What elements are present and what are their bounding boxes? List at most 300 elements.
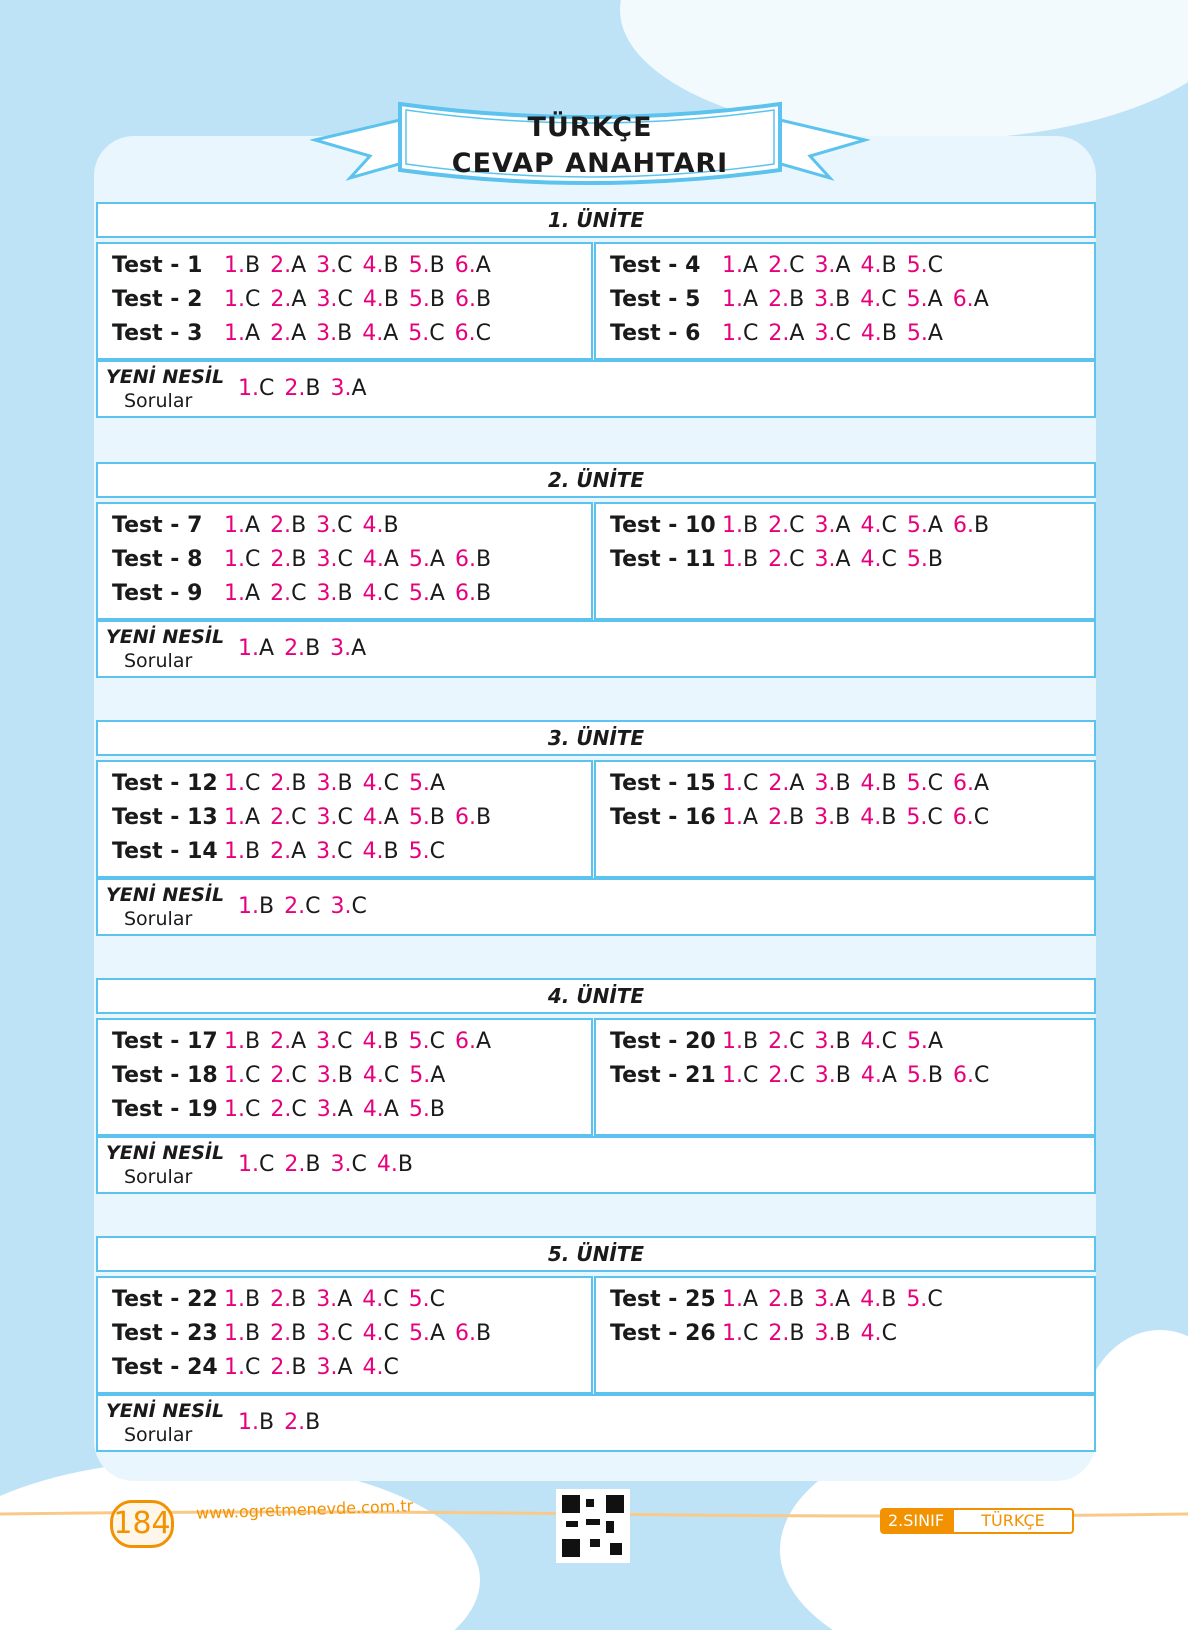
- answer-item: [316, 1285, 352, 1315]
- question-number: 5.: [408, 1287, 430, 1312]
- answer-item: [907, 545, 943, 575]
- answer-item: [270, 1095, 306, 1125]
- answer-item: [768, 251, 804, 281]
- answer-letter: A: [475, 253, 491, 278]
- question-number: 4.: [860, 253, 882, 278]
- answer-item: [408, 319, 444, 349]
- question-number: 5.: [906, 1063, 928, 1088]
- answer-box-right: [594, 1276, 1096, 1394]
- answer-item: [224, 579, 260, 609]
- question-number: 6.: [953, 1063, 974, 1088]
- subject-badge: TÜRKÇE: [952, 1508, 1074, 1534]
- question-number: 3.: [814, 1063, 836, 1088]
- answer-letter: B: [835, 1063, 851, 1088]
- page-number: 184: [110, 1500, 174, 1548]
- question-number: 5.: [409, 1063, 431, 1088]
- answer-letter: B: [305, 1152, 321, 1177]
- answer-letter: B: [383, 253, 399, 278]
- answer-letter: C: [927, 253, 943, 278]
- answer-letter: A: [351, 636, 367, 661]
- answer-letter: C: [383, 1355, 399, 1380]
- answer-letter: A: [789, 771, 805, 796]
- answer-item: [861, 545, 897, 575]
- question-number: 1.: [238, 1410, 259, 1435]
- answer-item: [814, 251, 850, 281]
- test-row: [112, 578, 501, 608]
- answer-letter: C: [789, 547, 805, 572]
- test-row: [112, 1094, 455, 1124]
- test-row: [610, 1060, 999, 1090]
- question-number: 4.: [362, 321, 384, 346]
- answer-box-left: [96, 1276, 593, 1394]
- answer-item: [814, 1319, 850, 1349]
- answer-letter: C: [973, 805, 990, 830]
- answer-letter: C: [337, 253, 353, 278]
- answer-letter: B: [245, 1029, 261, 1054]
- answer-item: [363, 1095, 399, 1125]
- question-number: 3.: [316, 581, 338, 606]
- answer-item: [907, 511, 943, 541]
- answer-item: [722, 1285, 758, 1315]
- question-number: 4.: [362, 805, 384, 830]
- answer-letter: A: [429, 581, 445, 606]
- answer-item: [455, 251, 491, 281]
- question-number: 2.: [270, 253, 292, 278]
- answer-letter: A: [337, 1097, 353, 1122]
- test-label: Test - 22: [112, 1287, 218, 1312]
- question-number: 5.: [906, 547, 928, 572]
- answer-letter: A: [383, 547, 399, 572]
- test-row: [610, 318, 953, 348]
- website-link[interactable]: www.ogretmenevde.com.tr: [195, 1496, 414, 1523]
- answer-item: [768, 319, 804, 349]
- answer-item: [316, 579, 352, 609]
- answer-letter: A: [337, 1355, 353, 1380]
- yeni-nesil-title: YENİ NESİL: [106, 366, 225, 388]
- answer-letter: B: [789, 805, 805, 830]
- answer-item: [316, 545, 352, 575]
- answer-item: [722, 251, 758, 281]
- answer-letter: B: [291, 1321, 307, 1346]
- answer-item: [363, 579, 399, 609]
- answer-letter: C: [259, 376, 275, 401]
- test-row: [610, 544, 953, 574]
- answer-letter: C: [351, 894, 367, 919]
- answer-item: [722, 285, 758, 315]
- answer-letter: B: [429, 805, 445, 830]
- answer-letter: C: [743, 1321, 759, 1346]
- answer-letter: C: [291, 581, 307, 606]
- test-label: Test - 9: [112, 581, 203, 606]
- answer-letter: C: [337, 1029, 353, 1054]
- answer-letter: C: [245, 771, 261, 796]
- question-number: 3.: [330, 1152, 352, 1177]
- answer-letter: A: [927, 1029, 943, 1054]
- answer-item: [455, 545, 491, 575]
- answer-item: [363, 1319, 399, 1349]
- answer-item: [814, 1285, 850, 1315]
- answer-item: [814, 285, 850, 315]
- answer-letter: A: [430, 1063, 446, 1088]
- question-number: 1.: [238, 376, 259, 401]
- answer-item: [768, 1061, 804, 1091]
- question-number: 2.: [270, 1355, 292, 1380]
- answer-item: [768, 1285, 804, 1315]
- answer-item: [860, 285, 896, 315]
- test-label: Test - 21: [610, 1063, 716, 1088]
- question-number: 5.: [408, 547, 430, 572]
- question-number: 5.: [408, 253, 430, 278]
- answer-letter: C: [337, 839, 353, 864]
- question-number: 4.: [860, 513, 882, 538]
- test-row: [610, 510, 999, 540]
- question-number: 3.: [814, 253, 836, 278]
- question-number: 3.: [814, 513, 836, 538]
- question-number: 1.: [224, 1097, 245, 1122]
- test-label: Test - 8: [112, 547, 203, 572]
- answer-item: [270, 545, 306, 575]
- answer-letter: B: [789, 1287, 805, 1312]
- question-number: 1.: [238, 636, 259, 661]
- question-number: 2.: [768, 1321, 790, 1346]
- unit-heading: 5. ÜNİTE: [96, 1236, 1096, 1272]
- yeni-nesil-answers: [238, 1150, 423, 1182]
- question-number: 5.: [408, 321, 430, 346]
- question-number: 6.: [455, 287, 476, 312]
- answer-item: [270, 769, 306, 799]
- answer-letter: A: [291, 839, 307, 864]
- answer-letter: C: [383, 1321, 399, 1346]
- answer-item: [768, 769, 804, 799]
- answer-letter: C: [245, 1097, 261, 1122]
- question-number: 2.: [270, 287, 292, 312]
- answer-item: [953, 285, 989, 315]
- answer-letter: A: [383, 1097, 399, 1122]
- yeni-nesil-subtitle: Sorular: [124, 1424, 193, 1446]
- test-label: Test - 18: [112, 1063, 218, 1088]
- answer-letter: A: [881, 1063, 897, 1088]
- question-number: 4.: [860, 547, 882, 572]
- answer-item: [377, 1150, 413, 1180]
- question-number: 2.: [270, 1321, 292, 1346]
- answer-letter: A: [743, 805, 759, 830]
- test-row: [112, 836, 455, 866]
- question-number: 2.: [284, 1410, 306, 1435]
- yeni-nesil-answers: [238, 634, 376, 666]
- answer-letter: B: [337, 771, 353, 796]
- answer-letter: C: [383, 1287, 399, 1312]
- question-number: 4.: [362, 581, 384, 606]
- question-number: 1.: [224, 1063, 245, 1088]
- answer-item: [330, 374, 366, 404]
- yeni-nesil-subtitle: Sorular: [124, 1166, 193, 1188]
- answer-letter: C: [743, 771, 759, 796]
- answer-letter: B: [927, 547, 943, 572]
- answer-item: [270, 1319, 306, 1349]
- question-number: 2.: [270, 581, 292, 606]
- answer-item: [814, 545, 850, 575]
- answer-item: [409, 1319, 445, 1349]
- unit-heading: 1. ÜNİTE: [96, 202, 1096, 238]
- answer-item: [722, 803, 758, 833]
- question-number: 1.: [722, 253, 743, 278]
- answer-item: [224, 769, 260, 799]
- question-number: 1.: [722, 321, 743, 346]
- test-row: [112, 1318, 501, 1348]
- question-number: 2.: [284, 1152, 306, 1177]
- answer-box-right: [594, 1018, 1096, 1136]
- answer-item: [316, 319, 352, 349]
- question-number: 1.: [722, 513, 743, 538]
- unit-heading: 3. ÜNİTE: [96, 720, 1096, 756]
- answer-item: [861, 1061, 897, 1091]
- test-label: Test - 19: [112, 1097, 218, 1122]
- answer-item: [814, 1027, 850, 1057]
- answer-item: [768, 1027, 804, 1057]
- answer-letter: B: [789, 1321, 805, 1346]
- question-number: 3.: [330, 894, 352, 919]
- answer-letter: C: [429, 839, 445, 864]
- test-row: [610, 250, 953, 280]
- question-number: 3.: [316, 1097, 338, 1122]
- test-row: [610, 1026, 953, 1056]
- question-number: 4.: [362, 513, 384, 538]
- answer-item: [362, 319, 398, 349]
- question-number: 3.: [316, 1321, 338, 1346]
- answer-item: [768, 511, 804, 541]
- test-label: Test - 1: [112, 253, 203, 278]
- answer-letter: B: [429, 253, 445, 278]
- answer-box-right: [594, 760, 1096, 878]
- answer-item: [224, 1353, 260, 1383]
- question-number: 1.: [224, 581, 245, 606]
- answer-letter: B: [259, 894, 275, 919]
- answer-letter: C: [789, 1029, 805, 1054]
- qr-code-icon[interactable]: [556, 1489, 630, 1563]
- answer-item: [224, 319, 260, 349]
- question-number: 5.: [906, 513, 928, 538]
- test-label: Test - 17: [112, 1029, 218, 1054]
- answer-letter: B: [835, 771, 851, 796]
- question-number: 2.: [270, 321, 292, 346]
- answer-box-right: [594, 242, 1096, 360]
- answer-letter: C: [881, 287, 897, 312]
- answer-item: [814, 319, 850, 349]
- answer-letter: C: [337, 805, 353, 830]
- answer-item: [409, 1285, 445, 1315]
- answer-item: [362, 1285, 398, 1315]
- answer-item: [861, 319, 897, 349]
- answer-item: [907, 285, 943, 315]
- question-number: 1.: [722, 805, 743, 830]
- answer-letter: A: [743, 1287, 759, 1312]
- question-number: 2.: [768, 805, 790, 830]
- answer-item: [861, 511, 897, 541]
- answer-letter: B: [475, 805, 492, 830]
- answer-item: [722, 319, 758, 349]
- test-row: [112, 802, 501, 832]
- test-label: Test - 6: [610, 321, 701, 346]
- answer-letter: A: [835, 1287, 851, 1312]
- question-number: 3.: [814, 287, 836, 312]
- answer-item: [814, 769, 850, 799]
- question-number: 1.: [722, 1321, 743, 1346]
- answer-letter: B: [383, 1029, 399, 1054]
- answer-letter: C: [881, 513, 897, 538]
- question-number: 3.: [316, 253, 338, 278]
- answer-item: [317, 1095, 353, 1125]
- answer-letter: B: [743, 513, 759, 538]
- answer-item: [238, 374, 274, 404]
- answer-letter: A: [291, 321, 307, 346]
- answer-letter: B: [881, 771, 897, 796]
- answer-letter: A: [476, 1029, 492, 1054]
- question-number: 4.: [362, 1063, 384, 1088]
- answer-letter: C: [337, 1321, 353, 1346]
- answer-item: [284, 892, 320, 922]
- question-number: 1.: [224, 1321, 245, 1346]
- question-number: 3.: [814, 1321, 836, 1346]
- question-number: 3.: [814, 1029, 836, 1054]
- answer-letter: C: [383, 771, 399, 796]
- answer-item: [316, 1353, 352, 1383]
- answer-letter: C: [974, 1063, 990, 1088]
- question-number: 5.: [408, 839, 430, 864]
- answer-item: [455, 579, 491, 609]
- question-number: 4.: [860, 287, 882, 312]
- question-number: 1.: [722, 1063, 743, 1088]
- answer-letter: C: [475, 321, 492, 346]
- question-number: 1.: [238, 1152, 259, 1177]
- answer-letter: C: [337, 547, 353, 572]
- answer-letter: A: [429, 771, 445, 796]
- question-number: 3.: [814, 805, 836, 830]
- question-number: 5.: [906, 287, 928, 312]
- answer-item: [907, 1061, 943, 1091]
- answer-letter: B: [291, 1287, 307, 1312]
- answer-item: [270, 251, 306, 281]
- answer-item: [363, 1353, 399, 1383]
- answer-item: [906, 1285, 942, 1315]
- answer-item: [270, 579, 306, 609]
- answer-letter: C: [245, 287, 261, 312]
- answer-letter: A: [789, 321, 805, 346]
- answer-item: [953, 511, 989, 541]
- answer-item: [409, 1095, 445, 1125]
- answer-letter: B: [881, 1287, 897, 1312]
- answer-item: [270, 837, 306, 867]
- answer-letter: A: [927, 287, 943, 312]
- question-number: 4.: [362, 1321, 384, 1346]
- question-number: 1.: [224, 253, 245, 278]
- answer-item: [316, 837, 352, 867]
- answer-letter: A: [291, 1029, 307, 1054]
- answer-letter: B: [245, 1321, 261, 1346]
- answer-letter: A: [429, 1321, 445, 1346]
- answer-item: [316, 1319, 352, 1349]
- question-number: 1.: [224, 771, 245, 796]
- yeni-nesil-subtitle: Sorular: [124, 908, 193, 930]
- answer-item: [238, 892, 274, 922]
- answer-item: [907, 251, 943, 281]
- question-number: 4.: [362, 547, 384, 572]
- answer-item: [861, 769, 897, 799]
- question-number: 5.: [408, 581, 430, 606]
- answer-box-left: [96, 502, 593, 620]
- answer-item: [860, 1285, 896, 1315]
- answer-letter: C: [743, 321, 759, 346]
- answer-letter: B: [245, 253, 261, 278]
- answer-letter: C: [789, 513, 805, 538]
- question-number: 5.: [408, 1321, 430, 1346]
- question-number: 3.: [316, 547, 338, 572]
- question-number: 4.: [860, 771, 882, 796]
- answer-letter: B: [397, 1152, 413, 1177]
- answer-letter: C: [743, 1063, 759, 1088]
- question-number: 4.: [860, 805, 882, 830]
- answer-letter: B: [291, 513, 307, 538]
- answer-letter: A: [245, 581, 261, 606]
- answer-letter: B: [305, 1410, 321, 1435]
- answer-letter: B: [835, 1029, 851, 1054]
- question-number: 6.: [454, 547, 476, 572]
- answer-letter: B: [476, 1321, 492, 1346]
- answer-letter: B: [835, 805, 851, 830]
- answer-item: [409, 837, 445, 867]
- question-number: 2.: [270, 771, 292, 796]
- test-label: Test - 2: [112, 287, 203, 312]
- answer-item: [363, 837, 399, 867]
- yeni-nesil-answers: [238, 1408, 330, 1440]
- question-number: 5.: [408, 771, 430, 796]
- answer-item: [316, 251, 352, 281]
- test-row: [112, 544, 501, 574]
- unit-heading: 4. ÜNİTE: [96, 978, 1096, 1014]
- test-row: [112, 250, 501, 280]
- answer-letter: A: [383, 321, 399, 346]
- answer-letter: B: [245, 839, 261, 864]
- test-label: Test - 10: [610, 513, 716, 538]
- question-number: 1.: [722, 1287, 743, 1312]
- answer-letter: B: [881, 253, 897, 278]
- answer-item: [815, 1061, 851, 1091]
- yeni-nesil-answers: [238, 892, 377, 924]
- answer-letter: A: [383, 805, 399, 830]
- answer-letter: C: [429, 1287, 445, 1312]
- answer-letter: A: [245, 513, 261, 538]
- answer-letter: A: [973, 287, 989, 312]
- answer-item: [409, 769, 445, 799]
- test-label: Test - 4: [610, 253, 701, 278]
- question-number: 3.: [316, 839, 338, 864]
- question-number: 1.: [224, 1287, 245, 1312]
- yeni-nesil-box: [96, 1394, 1096, 1452]
- answer-item: [860, 803, 896, 833]
- question-number: 6.: [952, 805, 974, 830]
- answer-item: [270, 285, 306, 315]
- answer-letter: B: [291, 771, 307, 796]
- question-number: 4.: [860, 321, 882, 346]
- yeni-nesil-title: YENİ NESİL: [106, 884, 225, 906]
- question-number: 6.: [454, 805, 476, 830]
- answer-item: [270, 1285, 306, 1315]
- test-label: Test - 7: [112, 513, 203, 538]
- answer-letter: B: [305, 376, 321, 401]
- test-row: [112, 1284, 455, 1314]
- answer-letter: B: [429, 287, 445, 312]
- answer-letter: B: [475, 581, 492, 606]
- answer-item: [455, 1027, 491, 1057]
